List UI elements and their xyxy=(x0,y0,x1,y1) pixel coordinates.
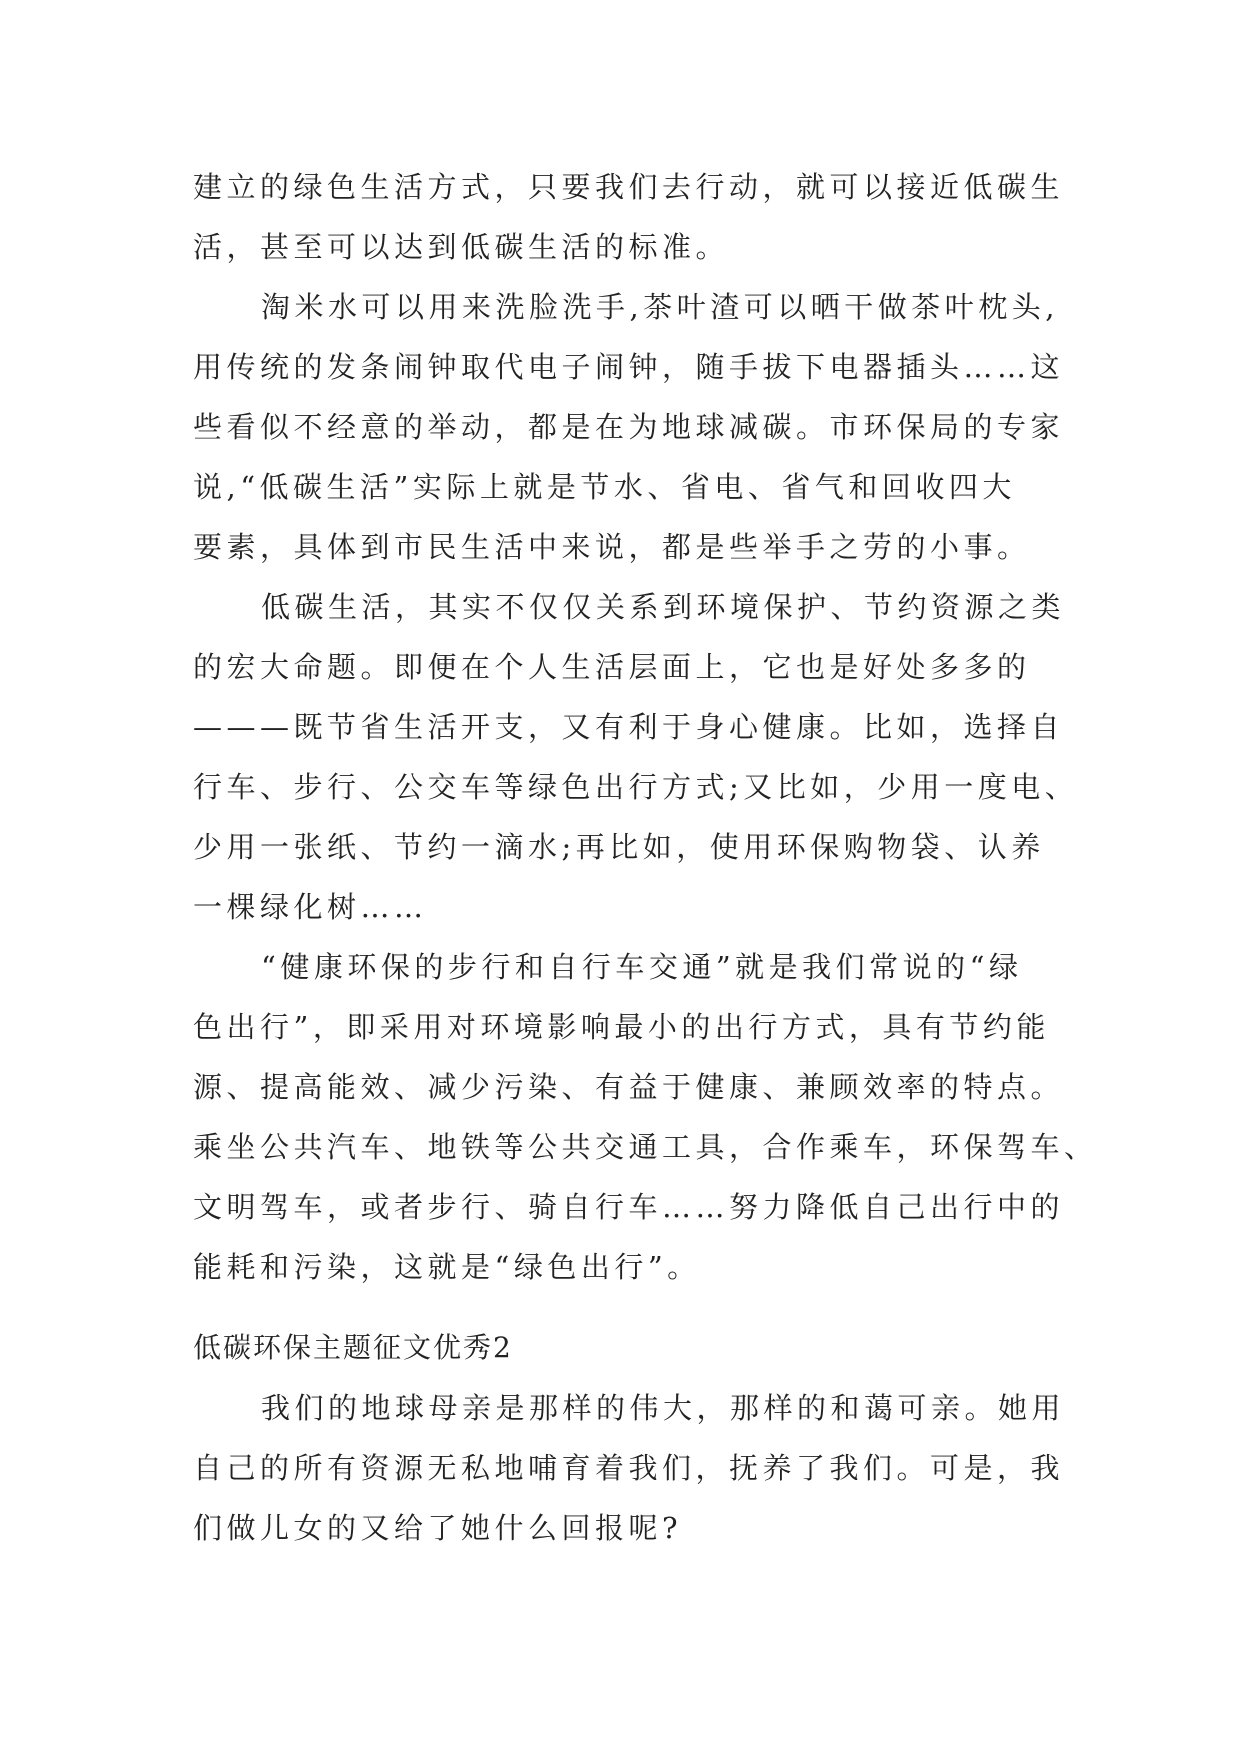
paragraph-line: ———既节省生活开支，又有利于身心健康。比如，选择自 xyxy=(193,710,1065,744)
paragraph-line: 色出行”，即采用对环境影响最小的出行方式，具有节约能 xyxy=(193,1010,1050,1044)
paragraph-line: 低碳生活，其实不仅仅关系到环境保护、节约资源之类 xyxy=(261,590,1066,624)
paragraph-line: 能耗和污染，这就是“绿色出行”。 xyxy=(193,1250,701,1284)
paragraph-line: “健康环保的步行和自行车交通”就是我们常说的“绿 xyxy=(261,950,1023,984)
paragraph-line: 行车、步行、公交车等绿色出行方式;又比如，少用一度电、 xyxy=(193,770,1079,804)
paragraph-line: 要素，具体到市民生活中来说，都是些举手之劳的小事。 xyxy=(193,530,1031,564)
paragraph-line: 我们的地球母亲是那样的伟大，那样的和蔼可亲。她用 xyxy=(261,1391,1066,1425)
paragraph-line: 用传统的发条闹钟取代电子闹钟，随手拔下电器插头……这 xyxy=(193,350,1065,384)
paragraph-line: 的宏大命题。即便在个人生活层面上，它也是好处多多的 xyxy=(193,650,1031,684)
section-heading-text: 低碳环保主题征文优秀2 xyxy=(193,1331,513,1364)
paragraph-line: 说,“低碳生活”实际上就是节水、省电、省气和回收四大 xyxy=(193,470,1016,504)
paragraph-line: 少用一张纸、节约一滴水;再比如，使用环保购物袋、认养 xyxy=(193,830,1045,864)
paragraph-line: 建立的绿色生活方式，只要我们去行动，就可以接近低碳生 xyxy=(193,170,1065,204)
paragraph-4 xyxy=(193,937,1098,1297)
paragraph-line: 一棵绿化树…… xyxy=(193,890,428,924)
paragraph-line: 文明驾车，或者步行、骑自行车……努力降低自己出行中的 xyxy=(193,1190,1065,1224)
paragraph-line: 乘坐公共汽车、地铁等公共交通工具，合作乘车，环保驾车、 xyxy=(193,1130,1098,1164)
section-paragraph xyxy=(193,1378,1066,1558)
paragraph-line: 活，甚至可以达到低碳生活的标准。 xyxy=(193,230,730,264)
paragraph-line: 自己的所有资源无私地哺育着我们，抚养了我们。可是，我 xyxy=(193,1451,1065,1485)
paragraph-line: 些看似不经意的举动，都是在为地球减碳。市环保局的专家 xyxy=(193,410,1065,444)
paragraph-line: 淘米水可以用来洗脸洗手,茶叶渣可以晒干做茶叶枕头, xyxy=(261,290,1059,324)
paragraph-3 xyxy=(193,577,1079,937)
paragraph-1 xyxy=(193,157,1063,277)
paragraph-line: 源、提高能效、减少污染、有益于健康、兼顾效率的特点。 xyxy=(193,1070,1065,1104)
paragraph-line: 们做儿女的又给了她什么回报呢? xyxy=(193,1511,683,1545)
section-heading xyxy=(193,1318,1063,1378)
paragraph-2 xyxy=(193,277,1063,577)
